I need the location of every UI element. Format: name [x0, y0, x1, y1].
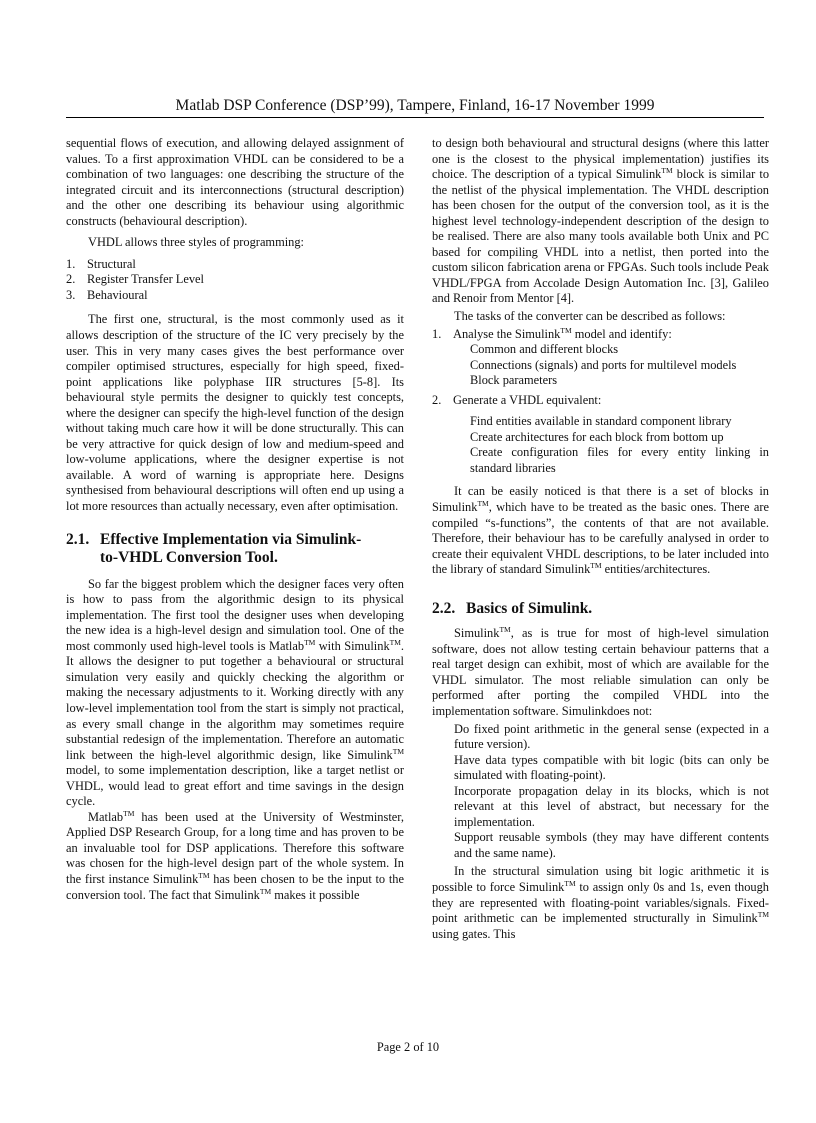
section-heading-continued	[66, 549, 404, 568]
section-title: Basics of Simulink.	[466, 599, 593, 617]
list-item: Create architectures for each block from bottom up	[470, 429, 724, 444]
paragraph: VHDL allows three styles of programming:	[88, 235, 304, 250]
paragraph: to design both behavioural and structural designs (where this latter one is the closest to the physical implementation) justifies its choice. The description of a typical Simulink™ block is similar to the netlist of the physical implementation. The VHDL description has been chosen for the output of the conversion tool, as it is the highest level technology-independent description of the design to be realised. There are also many tools available both Unix and PC based for compiling VHDL into a netlist, then ported into the custom silicon fabrication arena or FPGAs. Such tools include Peak VHDL/FPGA from Accolade Design Automation Inc. [3], Galileo and Renoir from Mentor [4].	[432, 136, 770, 306]
paragraph: Simulink™, as is true for most of high-level simulation software, does not allow testing certain behaviour patterns that a real target design can exhibit, most of which are available for the VHDL simulator. The most reliable simulation can only be performed after porting the compiled VHDL into the implementation software. Simulinkdoes not:	[432, 625, 769, 718]
list-item: Common and different blocks	[470, 342, 619, 357]
section-title-line: to-VHDL Conversion Tool.	[100, 549, 278, 567]
list-item: Incorporate propagation delay in its blocks, which is not relevant at this level of abstract, but necessary for the implementation.	[454, 783, 769, 829]
section-number: 2.1.	[66, 530, 90, 548]
paragraph: The tasks of the converter can be described as follows:	[454, 309, 726, 324]
list-number: 1.	[432, 326, 442, 341]
left-column	[66, 136, 404, 903]
list-item	[66, 272, 404, 288]
running-header: Matlab DSP Conference (DSP’99), Tampere, Finland, 16-17 November 1999	[66, 96, 764, 118]
paragraph: In the structural simulation using bit logic arithmetic it is possible to force Simulink™ to assign only 0s and 1s, even though they are represented with floating-point variables/signals. Fixed-point arithmetic can be implemented structurally in Simulink™ using gates. This	[432, 864, 769, 941]
right-column	[432, 136, 769, 942]
list-item: Block parameters	[470, 373, 558, 388]
list-item	[66, 288, 404, 304]
programming-styles-list	[66, 257, 404, 304]
list-item: Create configuration files for every entity linking in standard libraries	[470, 445, 769, 475]
section-title-line: Effective Implementation via Simulink-	[100, 530, 362, 548]
section-number: 2.2.	[432, 599, 456, 617]
paragraph: The first one, structural, is the most commonly used as it allows description of the structure of the IC very precisely by the user. This in very many cases gives the best performance over compiler optimised structures, especially for high speed, fixed-point applications like polyphase IIR structures [5-8]. Its behavioural style permits the designer to quickly test concepts, where the designer can specify the high-level function of the design without taking much care how it will be done structurally. This can be very attractive for quick design of low and medium-speed and low-volume applications, where the designer expertise is not available. A word of warning is appropriate here. Designs synthesised from behavioural descriptions will often end up using a lot more resources than actually necessary, even after optimisation.	[66, 312, 404, 514]
list-number: 1.	[66, 256, 76, 271]
paragraph: sequential flows of execution, and allowing delayed assignment of values. To a first approximation VHDL can be considered to be a combination of two languages: one describing the structure of the integrated circuit and its interconnections (structural description) and the other one describing its behaviour using algorithmic constructs (behavioural description).	[66, 136, 404, 228]
list-item: Connections (signals) and ports for multilevel models	[470, 357, 737, 372]
list-item-text: Register Transfer Level	[87, 272, 204, 287]
list-item-text: Structural	[87, 256, 136, 271]
list-number: 2.	[432, 392, 442, 407]
paragraph: It can be easily noticed is that there is a set of blocks in Simulink™, which have to be treated as the basic ones. There are compiled “s-functions”, the contents of that are not available. Therefore, their behaviour has to be carefully analysed in order to create their equivalent VHDL descriptions, to be later included into the library of standard Simulink™ entities/architectures.	[432, 484, 769, 577]
list-item-text: Behavioural	[87, 287, 148, 302]
simulink-limitations-list	[432, 722, 769, 862]
task-item-2: 2. Generate a VHDL equivalent: Find entities available in standard component library Create architectures for each block from bottom up Create configuration files for every entity linking in standard libraries	[432, 392, 769, 475]
list-item: Have data types compatible with bit logic (bits can only be simulated with floating-point).	[454, 752, 769, 783]
list-item: Support reusable symbols (they may have different contents and the same name).	[454, 830, 769, 860]
list-item: Do fixed point arithmetic in the general sense (expected in a future version).	[454, 721, 769, 752]
list-item	[66, 257, 404, 273]
paragraph: So far the biggest problem which the designer faces very often is how to pass from the algorithmic design to its physical implementation. The first tool the designer uses when developing the new idea is a high-level design and simulation tool. One of the most commonly used high-level tools is Matlab™ with Simulink™. It allows the designer to put together a behavioural or structural simulation very easily and quickly checking the algorithm or making the necessary adjustments to it. Working directly with any low-level implementation tool from the start is simply not practical, as every small change in the algorithm may sometimes require substantial redesign of the implementation. Therefore an automatic link between the high-level algorithmic design, like Simulink™ model, to some implementation description, like a target netlist or VHDL, would lead to great effort and time savings in the design cycle.	[66, 576, 404, 809]
list-number: 2.	[66, 272, 76, 287]
list-item: Find entities available in standard component library	[470, 414, 732, 429]
section-heading	[66, 531, 404, 550]
section-heading	[432, 600, 769, 619]
page-number: Page 2 of 10	[376, 1040, 440, 1054]
task-item-1: 1. Analyse the Simulink™ model and identify: Common and different blocks Connections (signals) and ports for multilevel models Block parameters	[432, 327, 769, 389]
list-number: 3.	[66, 287, 76, 302]
paragraph: Matlab™ has been used at the University of Westminster, Applied DSP Research Group, for a long time and has proven to be an invaluable tool for DSP applications. Therefore this software was chosen for the high-level design part of the whole system. In the first instance Simulink™ has been chosen to be the input to the conversion tool. The fact that Simulink™ makes it possible	[66, 808, 404, 902]
